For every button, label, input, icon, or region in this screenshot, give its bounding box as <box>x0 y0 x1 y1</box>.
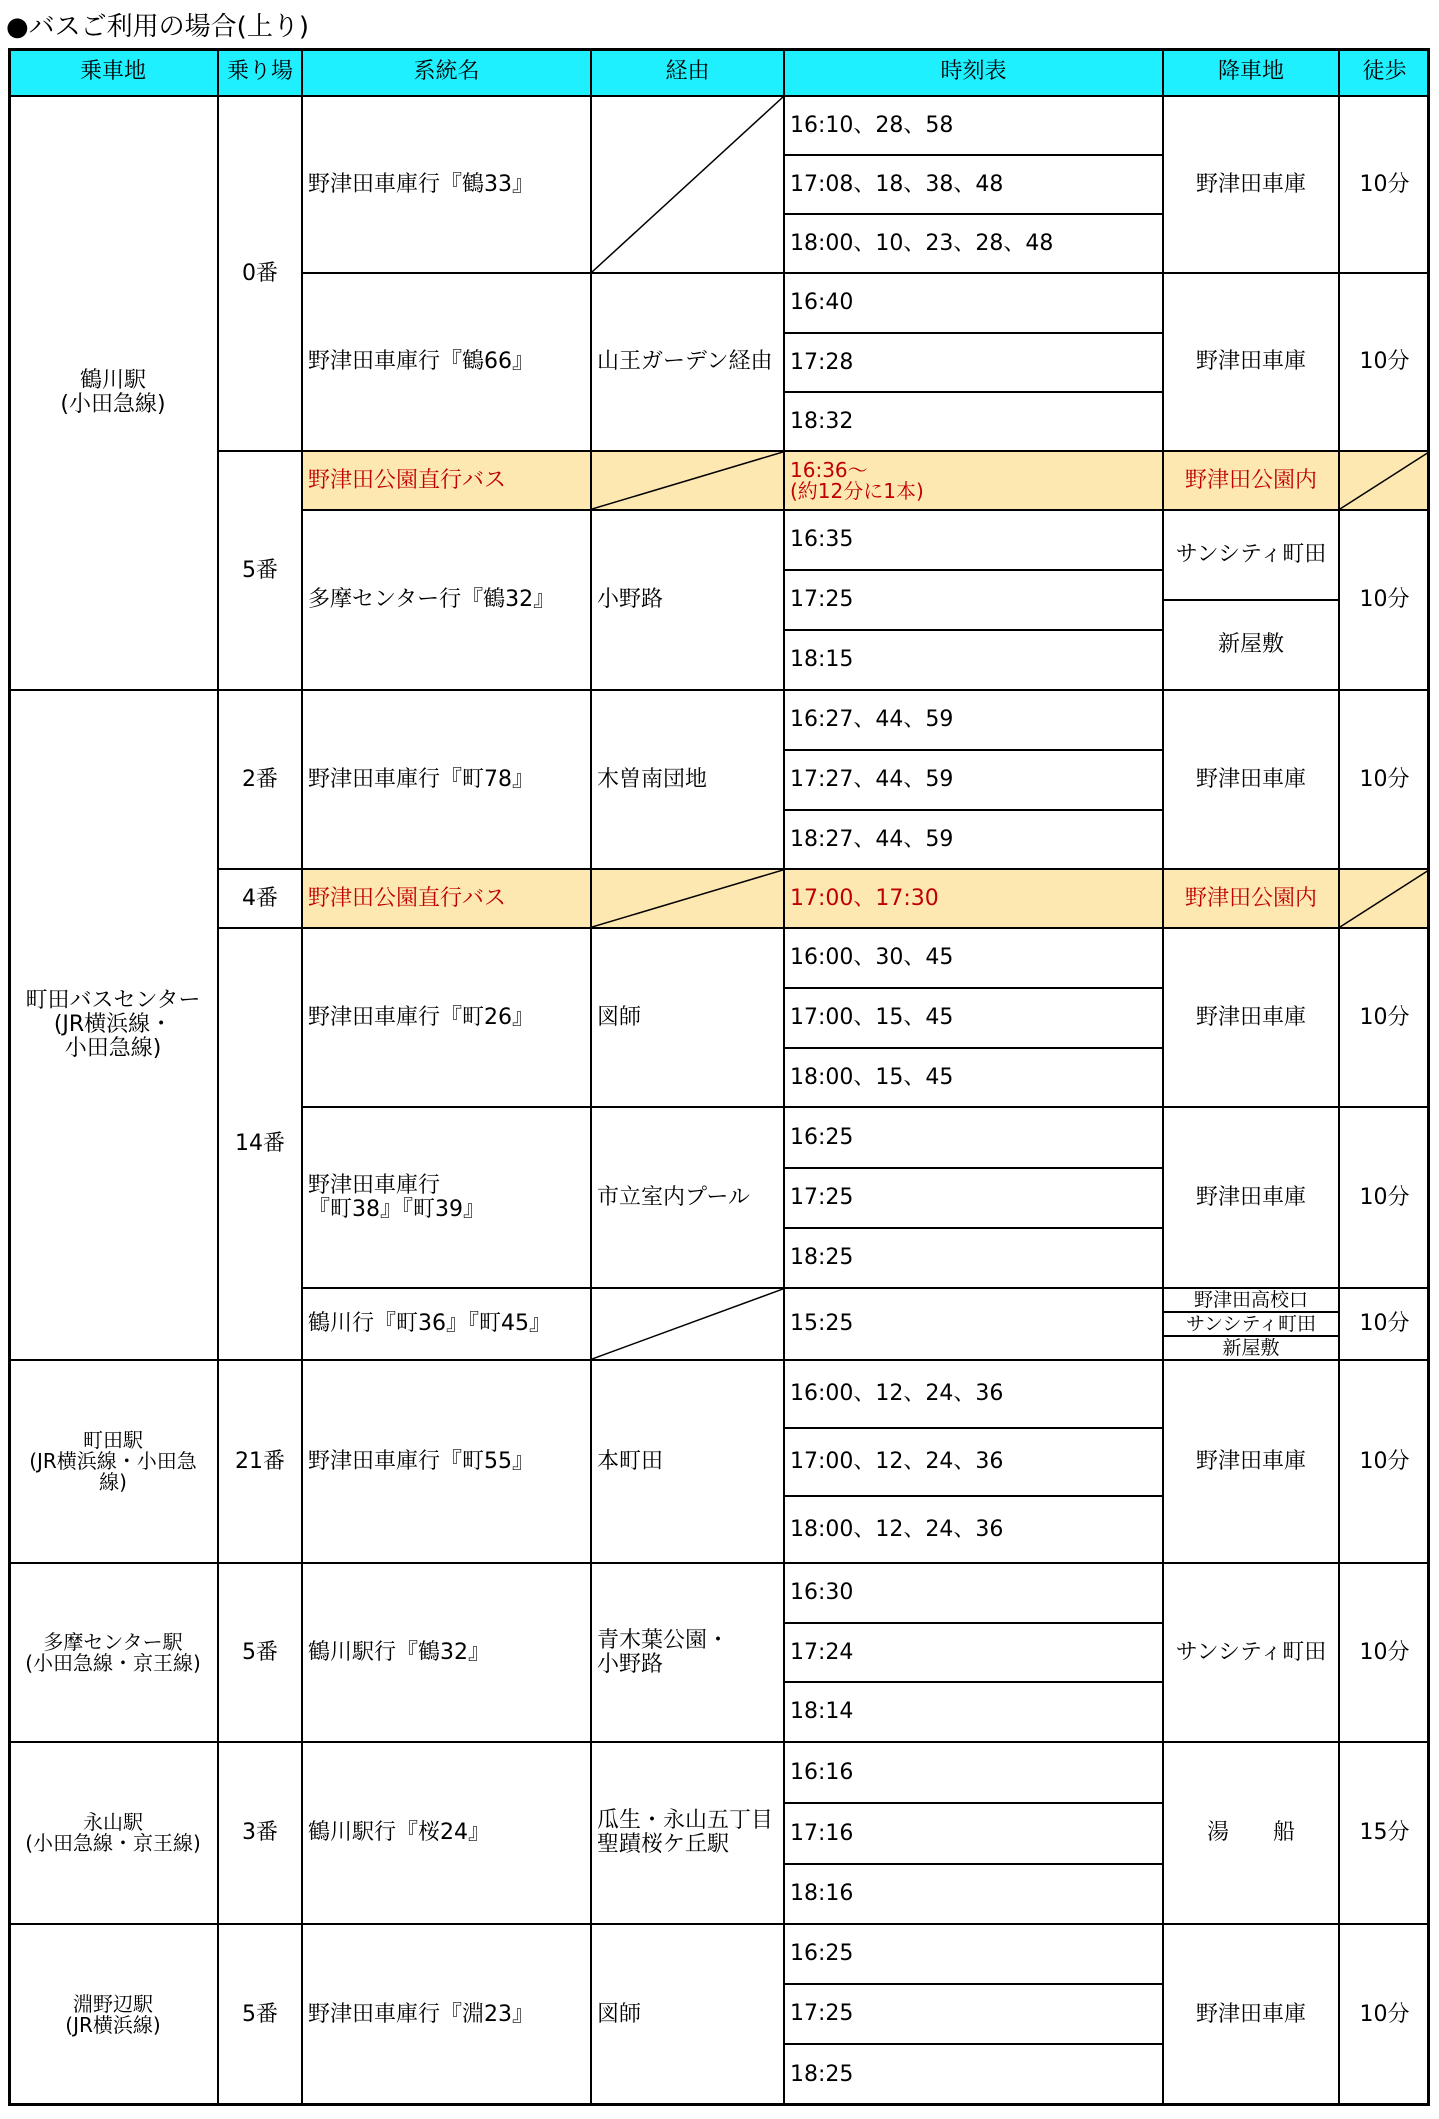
dest-cell <box>1163 1312 1339 1336</box>
via-cell <box>591 690 784 869</box>
header-stop-text: 乗り場 <box>226 59 293 84</box>
route-cell <box>302 928 591 1107</box>
route-cell-text: 鶴川駅行『鶴32』 <box>308 1639 490 1665</box>
route-cell <box>302 1924 591 2106</box>
route-cell <box>302 1563 591 1742</box>
stop-cell-text: 2番 <box>242 766 278 792</box>
time-cell <box>784 1107 1163 1168</box>
time-cell-text: 16:00、12、24、36 <box>790 1381 1004 1406</box>
via-cell <box>591 451 784 510</box>
page-title: ●バスご利用の場合(上り) <box>6 12 309 42</box>
stop-cell-text: 5番 <box>242 1639 278 1665</box>
via-cell <box>591 1924 784 2106</box>
time-cell <box>784 928 1163 988</box>
via-cell <box>591 1107 784 1288</box>
stop-cell-text: 0番 <box>242 260 278 286</box>
dest-cell <box>1163 1924 1339 2106</box>
empty-cell-slash <box>592 870 783 927</box>
dest-cell-text: 野津田車庫 <box>1195 1184 1306 1210</box>
route-cell-text: 野津田公園直行バス <box>308 467 507 493</box>
dest-cell <box>1163 1742 1339 1924</box>
station-cell-text: 淵野辺駅 (JR横浜線) <box>65 1992 161 2037</box>
time-cell-text: 16:36～ (約12分に1本) <box>790 457 924 503</box>
route-cell <box>302 869 591 928</box>
route-cell <box>302 1107 591 1288</box>
station-cell <box>8 1924 218 2106</box>
header-via-text: 経由 <box>665 59 710 84</box>
walk-cell-text: 10分 <box>1359 1448 1410 1474</box>
time-cell <box>784 810 1163 869</box>
walk-cell <box>1339 1288 1430 1360</box>
route-cell <box>302 690 591 869</box>
dest-cell <box>1163 1336 1339 1360</box>
walk-cell-text: 10分 <box>1359 2002 1410 2027</box>
time-cell <box>784 1742 1163 1803</box>
stop-cell <box>218 1360 302 1563</box>
time-cell <box>784 1496 1163 1563</box>
via-cell <box>591 1563 784 1742</box>
walk-cell <box>1339 1742 1430 1924</box>
stop-cell-text: 3番 <box>242 1820 278 1845</box>
time-cell <box>784 96 1163 155</box>
time-cell-text: 16:10、28、58 <box>790 112 954 138</box>
time-cell-text: 16:35 <box>790 527 854 552</box>
dest-cell <box>1163 1107 1339 1288</box>
station-cell <box>8 1742 218 1924</box>
empty-cell-slash <box>1340 870 1429 927</box>
time-cell <box>784 333 1163 392</box>
dest-cell <box>1163 273 1339 451</box>
route-cell-text: 野津田車庫行『町55』 <box>308 1448 534 1474</box>
walk-cell <box>1339 1563 1430 1742</box>
station-cell-text: 永山駅 (小田急線・京王線) <box>25 1810 201 1855</box>
route-cell-text: 鶴川行『町36』『町45』 <box>308 1311 551 1336</box>
dest-cell-text: 野津田車庫 <box>1195 171 1306 197</box>
header-route <box>302 48 591 96</box>
time-cell <box>784 1563 1163 1623</box>
time-cell-text: 16:25 <box>790 1941 854 1966</box>
route-cell-text: 野津田車庫行『町78』 <box>308 766 534 792</box>
header-station-text: 乗車地 <box>79 59 146 84</box>
header-dest <box>1163 48 1339 96</box>
walk-cell-text: 10分 <box>1359 587 1410 612</box>
route-cell <box>302 1742 591 1924</box>
via-cell <box>591 510 784 690</box>
empty-cell-slash <box>1340 452 1429 509</box>
dest-cell-text: 野津田公園内 <box>1184 885 1317 911</box>
station-cell <box>8 1360 218 1563</box>
time-cell-text: 18:16 <box>790 1881 854 1906</box>
dest-cell <box>1163 451 1339 510</box>
time-cell <box>784 690 1163 750</box>
time-cell-text: 17:00、12、24、36 <box>790 1449 1004 1474</box>
via-cell-text: 青木葉公園・ 小野路 <box>597 1627 730 1677</box>
empty-cell-slash <box>592 1289 783 1359</box>
time-cell-text: 18:00、12、24、36 <box>790 1516 1004 1542</box>
time-cell <box>784 451 1163 510</box>
walk-cell <box>1339 928 1430 1107</box>
time-cell-text: 16:30 <box>790 1580 854 1605</box>
dest-cell-text: サンシティ町田 <box>1185 1313 1317 1335</box>
route-cell <box>302 451 591 510</box>
time-cell <box>784 1984 1163 2044</box>
via-cell <box>591 96 784 273</box>
walk-cell-text: 10分 <box>1359 171 1410 197</box>
station-cell-text: 町田バスセンター (JR横浜線・ 小田急線) <box>25 988 201 1061</box>
stop-cell <box>218 1563 302 1742</box>
time-cell <box>784 750 1163 810</box>
time-cell-text: 18:00、10、23、28、48 <box>790 230 1054 256</box>
time-cell <box>784 510 1163 570</box>
time-cell <box>784 630 1163 690</box>
via-cell-text: 市立室内プール <box>597 1184 750 1210</box>
route-cell-text: 野津田車庫行『淵23』 <box>308 2002 534 2027</box>
header-route-text: 系統名 <box>413 59 480 84</box>
route-cell <box>302 273 591 451</box>
via-cell-text: 小野路 <box>597 587 664 612</box>
dest-cell <box>1163 1288 1339 1312</box>
time-cell <box>784 273 1163 333</box>
header-time <box>784 48 1163 96</box>
dest-cell <box>1163 96 1339 273</box>
header-walk-text: 徒歩 <box>1362 59 1407 84</box>
station-cell-text: 町田駅 (JR横浜線・小田急 線) <box>29 1428 197 1494</box>
time-cell <box>784 988 1163 1048</box>
dest-cell-text: 野津田車庫 <box>1195 349 1306 374</box>
stop-cell <box>218 869 302 928</box>
stop-cell <box>218 928 302 1360</box>
time-cell <box>784 392 1163 451</box>
time-cell <box>784 1168 1163 1228</box>
empty-cell-slash <box>592 97 783 272</box>
dest-cell-text: 野津田公園内 <box>1184 467 1317 493</box>
route-cell-text: 多摩センター行『鶴32』 <box>308 587 556 612</box>
walk-cell <box>1339 451 1430 510</box>
walk-cell <box>1339 1107 1430 1288</box>
via-cell-text: 瓜生・永山五丁目 聖蹟桜ケ丘駅 <box>597 1808 774 1857</box>
via-cell-text: 図師 <box>597 1004 642 1030</box>
station-cell <box>8 96 218 690</box>
time-cell-text: 16:16 <box>790 1759 854 1785</box>
walk-cell-text: 10分 <box>1359 766 1410 792</box>
route-cell-text: 野津田公園直行バス <box>308 885 507 911</box>
time-cell-text: 15:25 <box>790 1311 854 1336</box>
walk-cell-text: 10分 <box>1359 349 1410 374</box>
empty-cell-slash <box>592 452 783 509</box>
time-cell-text: 17:27、44、59 <box>790 767 954 792</box>
stop-cell <box>218 451 302 690</box>
walk-cell <box>1339 1360 1430 1563</box>
time-cell <box>784 1228 1163 1288</box>
walk-cell-text: 15分 <box>1359 1820 1410 1845</box>
dest-cell-text: 新屋敷 <box>1222 1337 1280 1359</box>
header-walk <box>1339 48 1430 96</box>
time-cell <box>784 1048 1163 1107</box>
time-cell <box>784 1803 1163 1864</box>
route-cell <box>302 1360 591 1563</box>
station-cell-text: 多摩センター駅 (小田急線・京王線) <box>25 1629 201 1675</box>
stop-cell-text: 5番 <box>242 2002 278 2027</box>
time-cell <box>784 1924 1163 1984</box>
time-cell-text: 16:40 <box>790 290 854 315</box>
route-cell-text: 鶴川駅行『桜24』 <box>308 1820 490 1845</box>
route-cell-text: 野津田車庫行『町26』 <box>308 1004 534 1030</box>
route-cell <box>302 510 591 690</box>
time-cell-text: 17:25 <box>790 2001 854 2026</box>
time-cell <box>784 155 1163 214</box>
walk-cell <box>1339 273 1430 451</box>
header-via <box>591 48 784 96</box>
stop-cell <box>218 690 302 869</box>
time-cell-text: 18:15 <box>790 647 854 672</box>
walk-cell-text: 10分 <box>1359 1184 1410 1210</box>
header-station <box>8 48 218 96</box>
time-cell-text: 18:00、15、45 <box>790 1064 954 1090</box>
dest-cell-text: 野津田車庫 <box>1195 1448 1306 1474</box>
station-cell <box>8 690 218 1360</box>
dest-cell-text: 湯 船 <box>1206 1820 1295 1845</box>
walk-cell-text: 10分 <box>1359 1311 1410 1336</box>
time-cell <box>784 1623 1163 1682</box>
time-cell <box>784 1682 1163 1742</box>
via-cell <box>591 869 784 928</box>
dest-cell <box>1163 690 1339 869</box>
time-cell-text: 17:28 <box>790 349 854 375</box>
dest-cell <box>1163 928 1339 1107</box>
route-cell <box>302 96 591 273</box>
via-cell <box>591 1742 784 1924</box>
time-cell-text: 18:25 <box>790 1245 854 1270</box>
dest-cell-text: サンシティ町田 <box>1175 1639 1327 1665</box>
header-stop <box>218 48 302 96</box>
time-cell-text: 16:25 <box>790 1124 854 1150</box>
stop-cell-text: 4番 <box>242 885 278 911</box>
dest-cell <box>1163 869 1339 928</box>
station-cell-text: 鶴川駅 (小田急線) <box>60 368 166 417</box>
stop-cell-text: 14番 <box>235 1131 285 1156</box>
time-cell-text: 17:25 <box>790 587 854 612</box>
route-cell-text: 野津田車庫行『鶴66』 <box>308 349 534 374</box>
time-cell <box>784 1360 1163 1428</box>
stop-cell <box>218 1742 302 1924</box>
walk-cell <box>1339 1924 1430 2106</box>
header-time-text: 時刻表 <box>940 59 1007 84</box>
route-cell-text: 野津田車庫行『鶴33』 <box>308 171 534 197</box>
walk-cell <box>1339 96 1430 273</box>
time-cell-text: 17:00、15、45 <box>790 1005 954 1030</box>
via-cell-text: 図師 <box>597 2002 642 2027</box>
dest-cell <box>1163 510 1339 600</box>
dest-cell <box>1163 600 1339 690</box>
time-cell <box>784 1288 1163 1360</box>
stop-cell <box>218 96 302 451</box>
time-cell-text: 17:08、18、38、48 <box>790 171 1004 197</box>
walk-cell <box>1339 690 1430 869</box>
walk-cell <box>1339 510 1430 690</box>
time-cell-text: 18:32 <box>790 408 854 434</box>
via-cell-text: 本町田 <box>597 1448 664 1474</box>
time-cell-text: 16:27、44、59 <box>790 707 954 732</box>
via-cell-text: 山王ガーデン経由 <box>597 349 773 374</box>
via-cell <box>591 928 784 1107</box>
via-cell <box>591 1288 784 1360</box>
stop-cell-text: 21番 <box>235 1448 285 1474</box>
dest-cell-text: 野津田車庫 <box>1195 2002 1306 2027</box>
via-cell <box>591 273 784 451</box>
time-cell-text: 17:16 <box>790 1820 854 1846</box>
dest-cell-text: 新屋敷 <box>1217 632 1284 657</box>
station-cell <box>8 1563 218 1742</box>
time-cell-text: 17:25 <box>790 1185 854 1210</box>
route-cell-text: 野津田車庫行 『町38』『町39』 <box>308 1172 485 1222</box>
bus-timetable <box>8 48 1430 2106</box>
time-cell-text: 17:00、17:30 <box>790 885 939 911</box>
walk-cell-text: 10分 <box>1359 1004 1410 1030</box>
dest-cell-text: サンシティ町田 <box>1175 542 1327 567</box>
time-cell <box>784 570 1163 630</box>
route-cell <box>302 1288 591 1360</box>
time-cell-text: 18:25 <box>790 2062 854 2087</box>
stop-cell <box>218 1924 302 2106</box>
dest-cell <box>1163 1360 1339 1563</box>
time-cell <box>784 869 1163 928</box>
walk-cell <box>1339 869 1430 928</box>
dest-cell-text: 野津田高校口 <box>1193 1289 1308 1311</box>
time-cell <box>784 2044 1163 2106</box>
stop-cell-text: 5番 <box>242 557 278 583</box>
header-dest-text: 降車地 <box>1217 59 1284 84</box>
time-cell <box>784 214 1163 273</box>
dest-cell-text: 野津田車庫 <box>1195 1004 1306 1030</box>
time-cell <box>784 1864 1163 1924</box>
via-cell-text: 木曽南団地 <box>597 766 708 792</box>
time-cell-text: 18:27、44、59 <box>790 826 954 852</box>
via-cell <box>591 1360 784 1563</box>
dest-cell-text: 野津田車庫 <box>1195 766 1306 792</box>
time-cell-text: 17:24 <box>790 1639 854 1665</box>
dest-cell <box>1163 1563 1339 1742</box>
time-cell-text: 18:14 <box>790 1699 854 1724</box>
time-cell <box>784 1428 1163 1496</box>
time-cell-text: 16:00、30、45 <box>790 945 954 970</box>
walk-cell-text: 10分 <box>1359 1639 1410 1665</box>
